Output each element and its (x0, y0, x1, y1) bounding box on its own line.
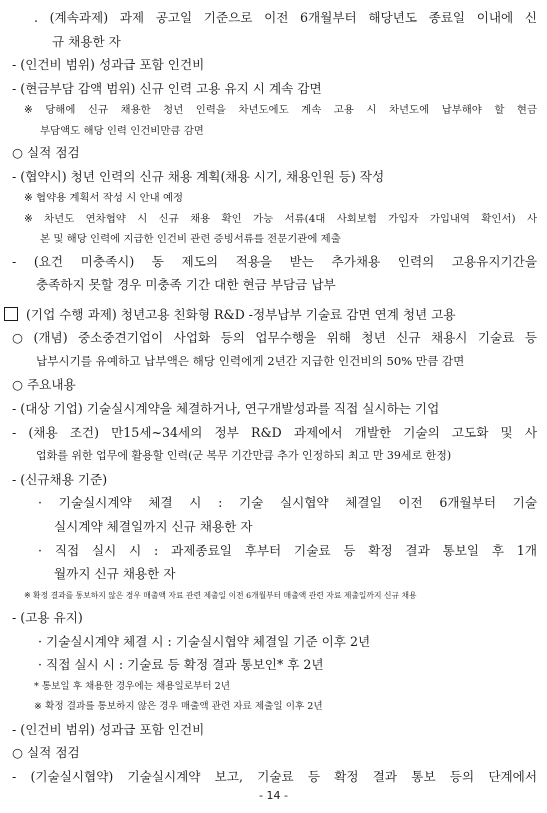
line-text: 기술실시계약 체결 시 : 기술실시협약 체결일 기준 이후 2년 (46, 633, 371, 649)
circle-bullet: ○ (12, 330, 23, 346)
line-text: 실시계약 체결일까지 신규 채용한 자 (54, 519, 253, 535)
text-line (0, 250, 547, 274)
text-line (0, 53, 547, 77)
text-line (0, 350, 547, 374)
text-line (0, 141, 547, 165)
line-text: (요건 미충족시) 동 제도의 적용을 받는 추가채용 인력의 고용유지기간을 (33, 253, 537, 269)
circle-bullet: ○ (12, 145, 23, 161)
text-line (0, 30, 547, 54)
section-heading (0, 303, 547, 327)
line-marker: - (12, 471, 17, 487)
line-marker: - (12, 253, 17, 269)
line-marker: - (12, 610, 17, 626)
line-text: 납부시기를 유예하고 납부액은 해당 인력에게 2년간 지급한 인건비의 50% 만큼 감면 (36, 353, 465, 368)
line-marker: . (34, 10, 39, 25)
line-marker: - (12, 424, 17, 440)
line-text: (인건비 범위) 성과급 포함 인건비 (20, 57, 205, 73)
line-text: (기술실시협약) 기술실시계약 보고, 기술료 등 확정 결과 통보 등의 단계에서 (30, 768, 537, 784)
text-line (0, 273, 547, 297)
line-text: (인건비 범위) 성과급 포함 인건비 (20, 721, 205, 737)
line-text: 확정 결과를 통보하지 않은 경우 매출액 자료 관련 제출일 이전 6개월부터 매출액 관련 자료 제출일까지 신규 채용 (33, 590, 417, 600)
note-marker: ※ (24, 590, 31, 600)
text-line (0, 718, 547, 742)
line-marker: - (12, 80, 17, 96)
line-marker: - (12, 168, 17, 184)
note-marker: ※ (24, 192, 33, 205)
text-line (0, 326, 547, 350)
note-marker: ※ (24, 212, 33, 225)
text-line (0, 77, 547, 101)
line-text: 기술실시계약 체결 시 : 기술 실시협약 체결일 이전 6개월부터 기술 (58, 495, 537, 511)
text-line (0, 468, 547, 492)
line-marker: - (12, 57, 17, 73)
line-text: 충족하지 못할 경우 미충족 기간 대한 현금 부담금 납부 (36, 277, 336, 293)
text-line (0, 397, 547, 421)
text-line (0, 165, 547, 189)
text-line (0, 373, 547, 397)
text-line (0, 741, 547, 765)
line-text: (협약시) 청년 인력의 신규 채용 계획(채용 시기, 채용인원 등) 작성 (20, 168, 385, 184)
note-marker: ※ (24, 104, 33, 117)
text-line (0, 421, 547, 445)
line-text: (신규채용 기준) (20, 471, 108, 487)
line-text: 차년도 연차협약 시 신규 채용 확인 가능 서류(4대 사회보험 가입자 가입내역 확인서) 사 (44, 212, 537, 225)
line-text: 당해에 신규 채용한 청년 인력을 차년도에도 계속 고용 시 차년도에 납부해야 할 현금 (45, 104, 537, 117)
line-text: 업화를 위한 업무에 활용할 인력(군 복무 기간만큼 추가 인정하되 최고 만 39세로 한정) (36, 449, 452, 463)
text-line (0, 653, 547, 677)
dot-bullet: · (38, 495, 43, 511)
line-marker: - (12, 721, 17, 737)
text-line (0, 562, 547, 586)
note-marker: * (34, 681, 39, 692)
text-line (0, 539, 547, 563)
page-number: - 14 - (259, 789, 288, 802)
line-text: 실적 점검 (27, 745, 80, 761)
line-text: (대상 기업) 기술실시계약을 체결하거나, 연구개발성과를 직접 실시하는 기업 (20, 401, 440, 417)
line-text: 통보일 후 채용한 경우에는 채용일로부터 2년 (41, 681, 231, 692)
line-text: (채용 조건) 만15세~34세의 정부 R&D 과제에서 개발한 기술의 고도화 및 사 (28, 424, 537, 440)
line-text: 본 및 해당 인력에 지급한 인건비 관련 증빙서류를 전문기관에 제출 (40, 233, 341, 246)
dot-bullet: · (38, 633, 43, 649)
note-marker: ※ (34, 701, 43, 713)
note-line (0, 188, 547, 208)
square-bullet-icon (4, 307, 18, 321)
line-text: 확정 결과를 통보하지 않은 경우 매출액 관련 자료 제출일 이후 2년 (45, 701, 323, 713)
text-line (0, 515, 547, 539)
text-line (0, 630, 547, 654)
text-line (0, 491, 547, 515)
line-text: 규 채용한 자 (52, 33, 121, 49)
document-body (0, 6, 547, 789)
text-line (0, 444, 547, 468)
circle-bullet: ○ (12, 377, 23, 393)
line-text: 부담액도 해당 인력 인건비만큼 감면 (40, 124, 204, 137)
note-line (0, 121, 547, 141)
text-line (0, 606, 547, 630)
line-marker: - (12, 401, 17, 417)
line-marker: - (12, 768, 17, 784)
line-text: 직접 실시 시 : 기술료 등 확정 결과 통보인* 후 2년 (46, 657, 324, 673)
note-line (0, 100, 547, 120)
line-text: 협약용 계획서 작성 시 안내 예정 (36, 192, 184, 205)
line-text: (현금부담 감액 범위) 신규 인력 고용 유지 시 계속 감면 (20, 80, 322, 96)
line-text: (계속과제) 과제 공고일 기준으로 이전 6개월부터 해당년도 종료일 이내에 신 (49, 10, 537, 25)
line-text: 주요내용 (27, 377, 76, 393)
line-text: (개념) 중소중견기업이 사업화 등의 업무수행을 위해 청년 신규 채용시 기술료 등 (33, 330, 537, 346)
line-text: 월까지 신규 채용한 자 (54, 566, 176, 582)
note-line (0, 229, 547, 249)
text-line (0, 6, 547, 30)
note-line (0, 677, 547, 697)
note-line (0, 697, 547, 717)
dot-bullet: · (38, 657, 43, 673)
note-line (0, 209, 547, 229)
line-text: (고용 유지) (20, 610, 83, 626)
line-text: (기업 수행 과제) 청년고용 친화형 R&D -정부납부 기술료 감면 연계 청년 고용 (26, 306, 456, 322)
note-line (0, 586, 547, 606)
line-text: 실적 점검 (27, 145, 80, 161)
text-line (0, 765, 547, 789)
dot-bullet: · (38, 542, 43, 558)
line-text: 직접 실시 시 : 과제종료일 후부터 기술료 등 확정 결과 통보일 후 1개 (54, 542, 537, 558)
circle-bullet: ○ (12, 745, 23, 761)
